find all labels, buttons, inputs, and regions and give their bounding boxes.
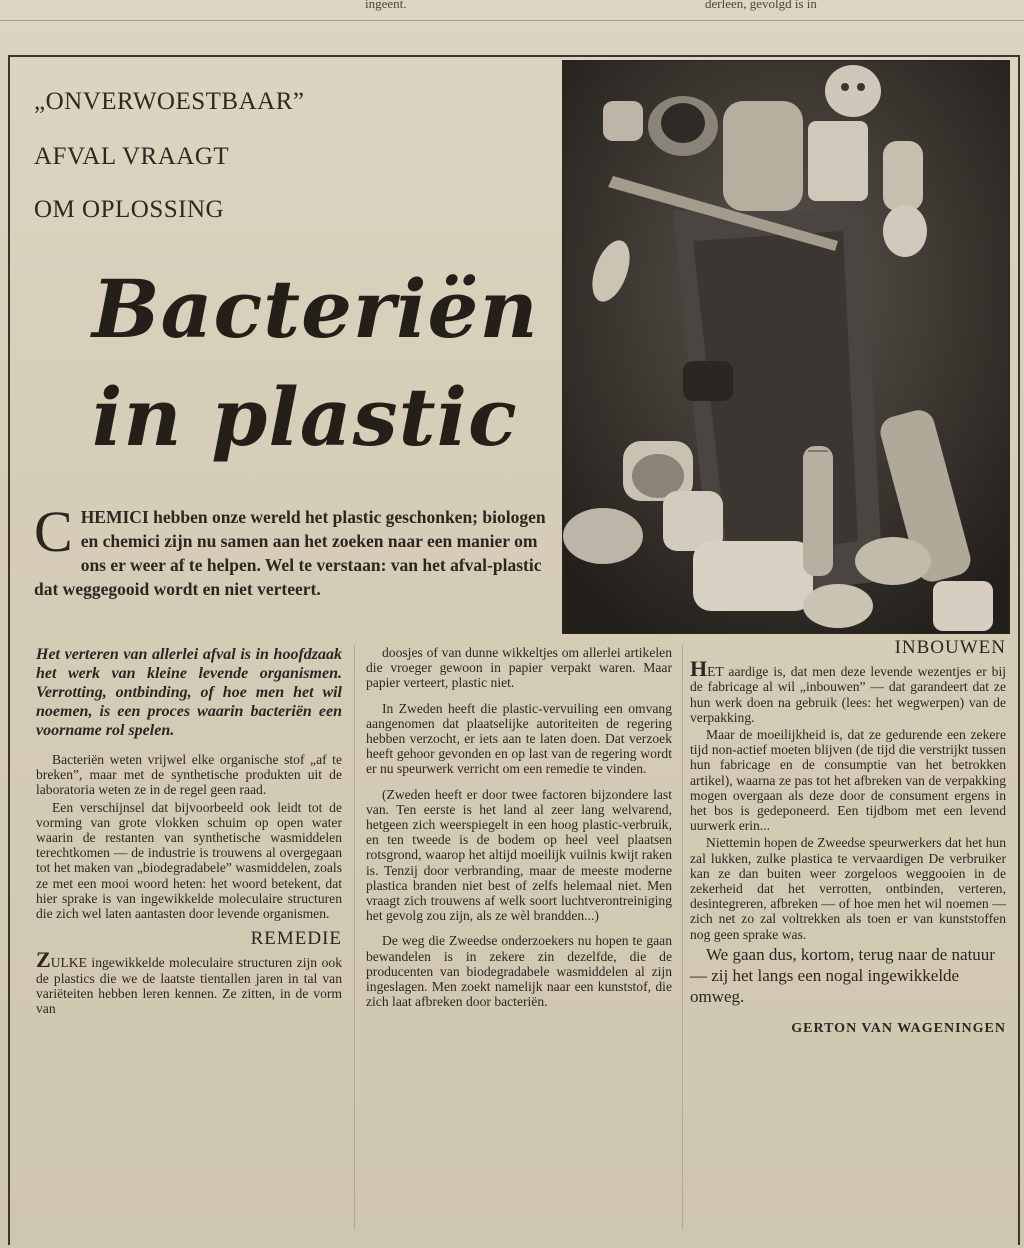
col1-paragraph-3-text: ULKE ingewikkelde moleculaire structuren zijn ook de plastics die we de laatste tientallen jaren in tal van variëteiten hebben leren kennen. Ze zitten, in de vorm van (36, 955, 342, 1017)
subhead-inbouwen: INBOUWEN (894, 637, 1006, 658)
column-divider-1 (354, 645, 355, 1230)
col2-paragraph-2: In Zweden heeft die plastic-vervuiling een omvang aangenomen dat plaatselijke autoriteiten de regering hebben verzocht, er iets aan te laten doen. Dat verzoek heeft gehoor gevonden en op last van de regering wordt er nu speurwerk verricht om een remedie te vinden. (366, 700, 672, 777)
col3-paragraph-3: Niettemin hopen de Zweedse speurwerkers dat het hun zal lukken, zulke plastica te vervaardigen De verbruiker kan ze dan buiten weer zorgeloos weggooien in de zekerheid dat het verrotten, ontbinden, verteren, desintegreren, afbreken — of hoe men het wil noemen — zich net zo zal voltrekken als toen er van kunststoffen nog geen sprake was. (690, 835, 1006, 942)
top-snippet-left: ingeent. (365, 0, 407, 11)
column-3 (690, 637, 1006, 1036)
lead-paragraph (34, 499, 564, 601)
col1-paragraph-1: Bacteriën weten vrijwel elke organische stof „af te breken”, maar met de synthetische produkten uit de laboratoria weten ze in de regel geen raad. (36, 752, 342, 798)
column-1 (36, 645, 342, 1018)
closing-paragraph: We gaan dus, kortom, terug naar de natuur — zij het langs een nogal ingewikkelde omweg. (690, 944, 995, 1006)
lead-dropcap: C (34, 499, 73, 564)
photo-illustration (563, 61, 1009, 633)
kicker-line-1: „ONVERWOESTBAAR” (34, 88, 305, 115)
col2-paragraph-1: doosjes of van dunne wikkeltjes om allerlei artikelen die vroeger gewoon in papier verpakt waren. Maar papier verteert, plastic niet. (366, 645, 672, 691)
kicker-line-3: OM OPLOSSING (34, 196, 225, 223)
author-byline: GERTON VAN WAGENINGEN (791, 1020, 1006, 1036)
plastic-waste-photo (562, 60, 1010, 634)
subhead-remedie: REMEDIE (250, 928, 342, 950)
col3-paragraph-1-text: ET aardige is, dat men deze levende wezentjes er bij de fabricage al wil „inbouwen” — dat garandeert dat ze hun werk doen na gebruik (lees: het wegwerpen) van de verpakking. (690, 664, 1006, 725)
kicker-line-2: AFVAL VRAAGT (34, 143, 230, 170)
col2-paragraph-3: (Zweden heeft er door twee factoren bijzondere last van. Ten eerste is het land al zeer lang welvarend, hetgeen zich weerspiegelt in een hoog plastic-verbruik, en ten tweede is de bodem op heel veel plaatsen rotsgrond, waarop het altijd moeilijk vuilnis kwijt raken is. Tenzij door verbranding, maar de meeste moderne plastica branden niet best of zelfs helemaal niet. Men vraagt zich trouwens af welk soort luchtverontreiniging het gevolg zou zijn, als ze wèl brandden...) (366, 786, 672, 924)
col3-paragraph-1 (690, 656, 1006, 725)
column-divider-2 (682, 645, 683, 1230)
col3-dropcap: H (690, 656, 708, 682)
col3-paragraph-2: Maar de moeilijkheid is, dat ze gedurende een zekere tijd non-actief moeten blijven (de tijd die verstrijkt tussen hun fabricage en de consumptie van het betrokken artikel), waarna ze pas tot het afbreken van de verpakking mogen overgaan als deze door de consument ergens in het bos is gedeponeerd. Een tijdbom met een levend uurwerk erin... (690, 727, 1006, 834)
col2-paragraph-4: De weg die Zweedse onderzoekers nu hopen te gaan bewandelen is in zekere zin dezelfde, die de producenten van biodegradabele wasmiddelen al zijn ingeslagen. Men zoekt namelijk naar een kunststof, die zich laat afbreken door bacteriën. (366, 933, 672, 1010)
col1-dropcap: Z (36, 947, 51, 973)
col1-paragraph-2: Een verschijnsel dat bijvoorbeeld ook leidt tot de vorming van grote vlokken schuim op open water waarin de restanten van synthetische wasmiddelen terechtkomen — de industrie is trouwens al overgegaan tot het maken van „biodegradabele” wasmiddelen, zoals ze met een mooi woord heten: het woord betekent, dat hier sprake is van ingewikkelde moleculaire structuren die zich wel laten aantasten door levende organismen. (36, 799, 342, 922)
lead-text: HEMICI hebben onze wereld het plastic geschonken; biologen en chemici zijn nu samen aan het zoeken naar een manier om ons er weer af te helpen. Wel te verstaan: van het afval-plastic dat weggegooid wordt en niet verteert. (34, 507, 546, 599)
intro-italic-paragraph: Het verteren van allerlei afval is in hoofdzaak het werk van kleine levende organismen. Verrotting, ontbinding, of hoe men het wil noemen, is een proces waarin bacteriën een voorname rol spelen. (36, 646, 342, 739)
headline-line-2: in plastic (92, 370, 518, 464)
headline-line-1: Bacteriën (92, 262, 539, 356)
top-snippet-right: derleen, gevolgd is in (705, 0, 817, 11)
column-2 (366, 645, 672, 1011)
col1-paragraph-3 (36, 947, 342, 1017)
previous-article-fragment (0, 0, 1024, 21)
